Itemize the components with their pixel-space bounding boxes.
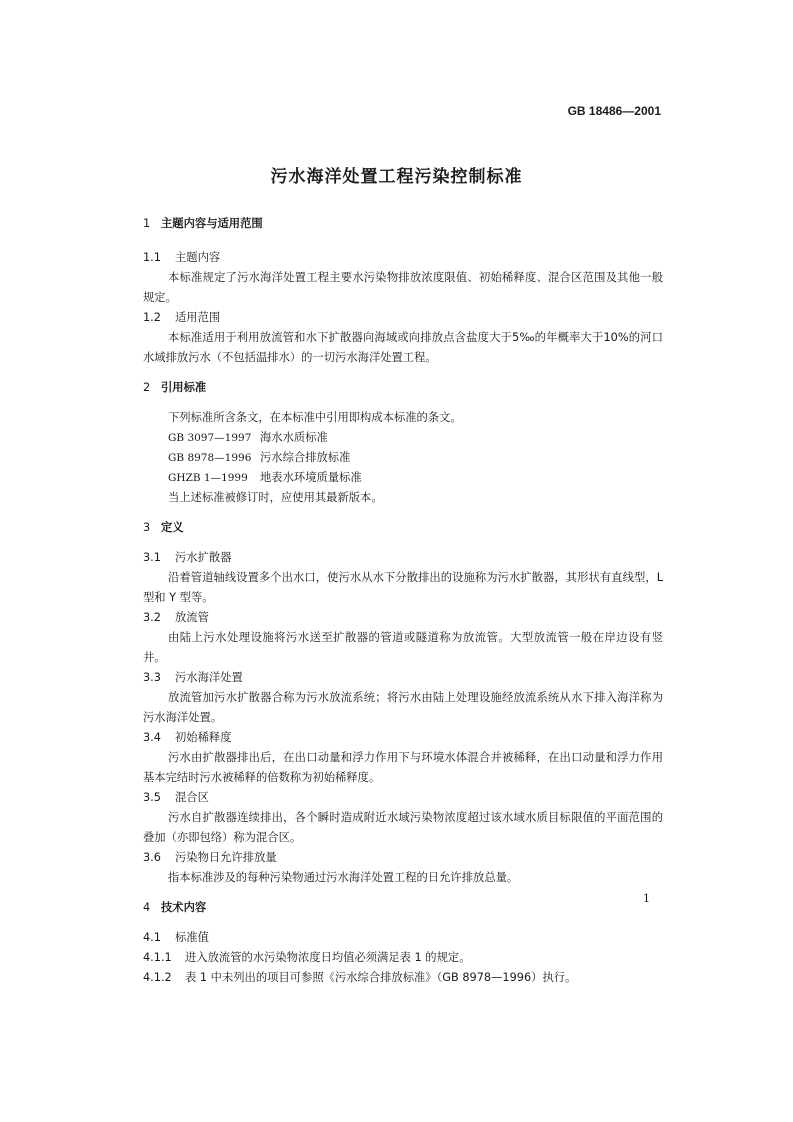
definition-heading [143, 608, 663, 628]
definition-text: 指本标准涉及的每种污染物通过污水海洋处置工程的日允许排放总量。 [168, 871, 519, 884]
definition-term: 初始稀释度 [175, 731, 232, 744]
clause-number: 4.1.1 [143, 951, 172, 964]
document-title: 污水海洋处置工程污染控制标准 [270, 167, 523, 187]
section-number: 3.3 [143, 671, 161, 684]
section-4-heading [143, 898, 663, 918]
section-1-2-text: 本标准适用于利用放流管和水下扩散器向海域或向排放点含盐度大于5‰的年概率大于10%的河口水域排放污水（不包括温排水）的一切污水海洋处置工程。 [143, 331, 663, 364]
section-1-heading [143, 214, 663, 234]
definition-heading [143, 848, 663, 868]
section-number: 3.5 [143, 791, 161, 804]
definition-text: 沿着管道轴线设置多个出水口，使污水从水下分散排出的设施称为污水扩散器，其形状有直线型，L 型和 Y 型等。 [143, 571, 663, 604]
section-number: 1.1 [143, 251, 161, 264]
section-number: 4 [143, 901, 151, 914]
reference-name: 海水水质标准 [260, 431, 328, 444]
section-number: 1.2 [143, 311, 161, 324]
definition-term: 污水扩散器 [175, 551, 232, 564]
definition-text: 放流管加污水扩散器合称为污水放流系统；将污水由陆上处理设施经放流系统从水下排入海洋称为污水海洋处置。 [143, 691, 663, 724]
document-body [143, 214, 663, 988]
clause-4-1-2 [143, 968, 663, 988]
section-number: 3.4 [143, 731, 161, 744]
section-3-heading [143, 518, 663, 538]
section-number: 4.1 [143, 931, 161, 944]
section-title: 适用范围 [175, 311, 221, 324]
definition-term: 混合区 [175, 791, 209, 804]
section-2-intro: 下列标准所含条文，在本标准中引用即构成本标准的条文。 [168, 411, 462, 424]
section-1-1-text: 本标准规定了污水海洋处置工程主要水污染物排放浓度限值、初始稀释度、混合区范围及其他一般规定。 [143, 271, 663, 304]
clause-text: 进入放流管的水污染物浓度日均值必须满足表 1 的规定。 [185, 951, 471, 964]
reference-name: 地表水环境质量标准 [260, 471, 362, 484]
definition-term: 污染物日允许排放量 [175, 851, 277, 864]
section-number: 3.2 [143, 611, 161, 624]
clause-text: 表 1 中未列出的项目可参照《污水综合排放标准》（GB 8978—1996）执行。 [185, 971, 577, 984]
section-title: 标准值 [175, 931, 209, 944]
reference-item [143, 428, 663, 448]
definition-term: 放流管 [175, 611, 209, 624]
reference-code: GHZB 1—1999 [168, 472, 248, 484]
reference-item [143, 468, 663, 488]
section-title: 引用标准 [161, 381, 207, 394]
section-1-1-heading [143, 248, 663, 268]
definition-text: 由陆上污水处理设施将污水送至扩散器的管道或隧道称为放流管。大型放流管一般在岸边设有竖井。 [143, 631, 663, 664]
reference-code: GB 8978—1996 [168, 452, 252, 464]
section-title: 定义 [161, 521, 184, 534]
definition-heading [143, 668, 663, 688]
definition-text: 污水由扩散器排出后，在出口动量和浮力作用下与环境水体混合并被稀释，在出口动量和浮力作用基本完结时污水被稀释的倍数称为初始稀释度。 [143, 751, 663, 784]
section-number: 2 [143, 381, 151, 394]
section-title: 技术内容 [161, 901, 207, 914]
definition-term: 污水海洋处置 [175, 671, 243, 684]
section-2-note: 当上述标准被修订时，应使用其最新版本。 [168, 491, 383, 504]
reference-item [143, 448, 663, 468]
section-number: 3 [143, 521, 151, 534]
section-number: 3.1 [143, 551, 161, 564]
clause-4-1-1 [143, 948, 663, 968]
definition-heading [143, 728, 663, 748]
section-4-1-heading [143, 928, 663, 948]
section-title: 主题内容与适用范围 [161, 217, 263, 230]
clause-number: 4.1.2 [143, 971, 172, 984]
section-number: 1 [143, 217, 151, 230]
definition-heading [143, 548, 663, 568]
section-title: 主题内容 [175, 251, 221, 264]
section-number: 3.6 [143, 851, 161, 864]
standard-code: GB 18486—2001 [567, 104, 661, 118]
reference-code: GB 3097—1997 [168, 432, 252, 444]
reference-name: 污水综合排放标准 [260, 451, 351, 464]
definition-heading [143, 788, 663, 808]
page-number: 1 [643, 892, 650, 905]
section-1-2-heading [143, 308, 663, 328]
definition-text: 污水自扩散器连续排出，各个瞬时造成附近水域污染物浓度超过该水域水质目标限值的平面范围的叠加（亦即包络）称为混合区。 [143, 811, 663, 844]
section-2-heading [143, 378, 663, 398]
